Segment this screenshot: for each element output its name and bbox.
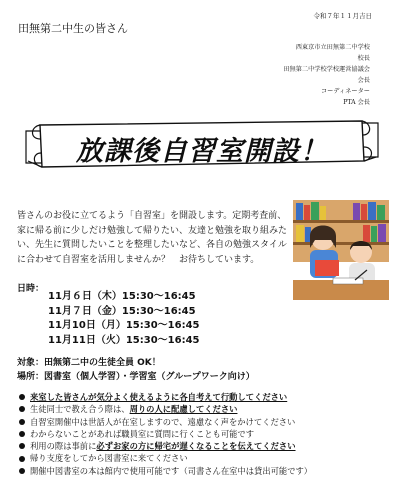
list-item: 利用の際は事前に 必ずお家の方に帰宅が遅くなることを伝えてください bbox=[19, 440, 391, 452]
target-block bbox=[17, 356, 255, 384]
sender-council: 田無第二中学校学校運営協議会 bbox=[283, 66, 370, 73]
schedule-item: 11月７日（金）15:30～16:45 bbox=[48, 305, 196, 317]
sender-coordinator: コーディネーター bbox=[320, 88, 370, 95]
senders-block bbox=[283, 42, 370, 108]
schedule-label: 日時： bbox=[17, 284, 45, 294]
schedule-list bbox=[48, 290, 200, 348]
schedule-item: 11月６日（木）15:30～16:45 bbox=[48, 291, 196, 302]
list-item: 帰り支度をしてから図書室に来てください bbox=[19, 452, 391, 464]
sender-school: 西東京市立田無第二中学校 bbox=[295, 44, 370, 51]
rules-list bbox=[19, 391, 391, 477]
list-item: 来室した皆さんが気分よく使えるように各自考えて行動してください bbox=[19, 391, 391, 403]
schedule-item: 11月10日（月）15:30～16:45 bbox=[48, 320, 200, 331]
bullet-icon bbox=[19, 419, 25, 425]
sender-pta-chair: PTA 会長 bbox=[343, 99, 370, 106]
students-studying-illustration bbox=[293, 200, 389, 300]
schedule-item: 11月11日（火）15:30～16:45 bbox=[48, 334, 200, 346]
list-item: 自習室開催中は世話人が在室しますので、遠慮なく声をかけてください bbox=[19, 416, 391, 428]
list-item: わからないことがあれば職員室に質問に行くことも可能です bbox=[19, 428, 391, 440]
bullet-icon bbox=[19, 456, 25, 462]
target-audience: 対象：田無第二中の生徒全員 OK！ bbox=[17, 358, 161, 368]
list-item: 開催中図書室の本は館内で使用可能です（司書さん在室中は貸出可能です） bbox=[19, 465, 391, 477]
bullet-icon bbox=[19, 431, 25, 437]
bullet-icon bbox=[19, 406, 25, 412]
bullet-icon bbox=[19, 394, 25, 400]
intro-paragraph: 皆さんのお役に立てるよう「自習室」を開設します。定期考査前、家に帰る前に少しだけ勉強して帰りたい、友達と勉強を取り組みたい、先生に質問したいことを整理したいなど、各自の勉強スタイルに合わせて自習室を活用しませんか？ お待ちしています。 bbox=[17, 211, 288, 265]
target-place: 場所：図書室（個人学習）・学習室（グループワーク向け） bbox=[17, 372, 255, 382]
title-banner bbox=[22, 117, 382, 172]
greeting: 田無第二中生の皆さん bbox=[18, 22, 128, 35]
bullet-icon bbox=[19, 468, 25, 474]
sender-council-chair: 会長 bbox=[357, 77, 370, 84]
banner-title: 放課後自習室開設！ bbox=[76, 136, 328, 167]
bullet-icon bbox=[19, 443, 25, 449]
list-item: 生徒同士で教え合う際は、 周りの人に配慮してください bbox=[19, 403, 391, 415]
sender-principal: 校長 bbox=[357, 55, 370, 62]
date: 令和７年１１月吉日 bbox=[313, 12, 372, 20]
